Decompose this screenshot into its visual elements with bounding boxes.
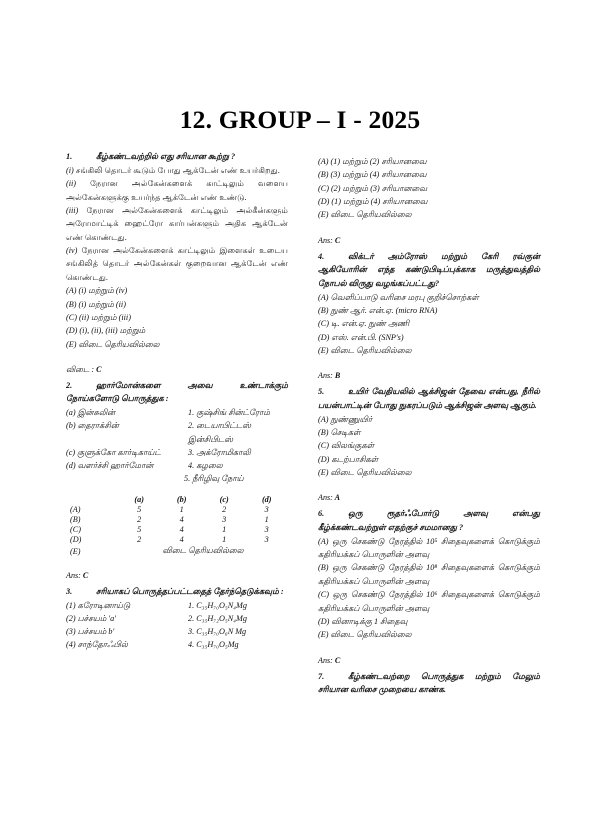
question-4 bbox=[318, 250, 540, 384]
grid-row[interactable] bbox=[66, 545, 288, 557]
statement-text: நேரான அல்கேன்களைக் காட்டிலும் அல்கீன்களும் அரோமாட்டிக் ஹைட்ரோ கார்பன்களும் அதிக ஆக்டேன் எண் கொண்டது. bbox=[66, 206, 288, 242]
grid-cell: 2 bbox=[137, 535, 142, 545]
question-1-prompt: கீழ்கண்டவற்றில் எது சரியான கூற்று ? bbox=[96, 152, 236, 161]
match-pair bbox=[66, 625, 288, 638]
grid-row[interactable] bbox=[66, 535, 288, 545]
grid-cell: 4 bbox=[179, 535, 184, 545]
grid-cell: 1 bbox=[264, 515, 269, 524]
grid-cell: 5 bbox=[137, 525, 142, 535]
question-3-option[interactable]: (E) விடை தெரியவில்லை bbox=[318, 210, 412, 220]
question-6-option[interactable]: (A) ஒரு செகண்டு நேரத்தில் 10⁵ சிதைவுகளைக் கொடுக்கும் கதிரியக்கப் பொருளின் அளவு bbox=[318, 536, 540, 560]
right-column bbox=[318, 150, 540, 697]
answer-label: Ans: bbox=[318, 371, 333, 381]
question-3-prompt: சரியாகப் பொருத்தப்பட்டதைத் தேர்ந்தெடுக்கவும் : bbox=[96, 587, 284, 597]
answer-value: C bbox=[334, 655, 341, 665]
answer-value: C bbox=[82, 571, 89, 581]
statement-text: நேரான அல்கேன்களைக் காட்டிலும் வளைய அல்கேன்களுக்கு உயர்ந்த ஆக்டேன் எண் உண்டு. bbox=[66, 179, 289, 202]
grid-cell: 1 bbox=[222, 525, 227, 535]
grid-cell: 1 bbox=[179, 504, 184, 514]
answer-label: Ans: bbox=[318, 235, 333, 245]
match-right-formula: 2. C₃₅H₇₂O₅N₄Mg bbox=[188, 614, 247, 624]
question-2 bbox=[66, 379, 288, 583]
answer-label: Ans: bbox=[66, 571, 81, 581]
question-5-prompt: உயிர் வேதியலில் ஆக்சிஜன் தேவை என்பது, நீரில் பயன்பாட்டின் போது நுகரப்படும் ஆக்சிஜன் அளவு ஆகும். bbox=[318, 387, 540, 410]
question-5 bbox=[318, 385, 540, 505]
match-right-item: 3. அக்ரோமிகாலி bbox=[188, 447, 251, 457]
question-1-option[interactable]: (B) (i) மற்றும் (ii) bbox=[66, 299, 126, 309]
question-1-answer bbox=[66, 364, 288, 377]
question-1-number: 1. bbox=[66, 152, 73, 161]
question-5-answer bbox=[318, 492, 540, 505]
grid-header-cell: (d) bbox=[261, 494, 272, 504]
question-6-option[interactable]: (B) ஒரு செகண்டு நேரத்தில் 10⁸ சிதைவுகளைக் கொடுக்கும் கதிரியக்கப் பொருளின் அளவு bbox=[318, 563, 540, 586]
question-1 bbox=[66, 150, 288, 377]
grid-row[interactable] bbox=[66, 514, 288, 524]
match-left-item: (b) தைராக்சின் bbox=[66, 421, 119, 431]
question-6-answer bbox=[318, 655, 540, 668]
question-4-answer bbox=[318, 370, 540, 383]
match-pair bbox=[66, 419, 288, 445]
match-left-item: (d) வளர்ச்சி ஹார்மோன் bbox=[66, 460, 154, 470]
match-left-item: (c) குளுக்கோ கார்டிகாய்ட் bbox=[66, 447, 161, 457]
question-5-option[interactable]: (A) நுண்ணுயிர் bbox=[318, 414, 373, 424]
grid-row-label: (C) bbox=[70, 525, 81, 535]
question-2-prompt: ஹார்மோன்களை அவை உண்டாக்கும் நோய்களோடு பொருத்துக : bbox=[66, 380, 288, 404]
grid-cell: 3 bbox=[264, 535, 269, 545]
question-6 bbox=[318, 507, 540, 667]
grid-row[interactable] bbox=[66, 525, 288, 535]
grid-row-label: (A) bbox=[70, 504, 81, 514]
question-2-answer-grid bbox=[66, 494, 288, 557]
answer-label: விடை : bbox=[66, 364, 95, 374]
question-7-number: 7. bbox=[318, 671, 325, 681]
question-3-number: 3. bbox=[66, 587, 73, 597]
question-3-option[interactable]: (C) (2) மற்றும் (3) சரியானவை bbox=[318, 183, 428, 193]
answer-label: Ans: bbox=[318, 493, 333, 503]
grid-cell: 2 bbox=[222, 504, 227, 514]
question-5-number: 5. bbox=[318, 387, 325, 397]
question-2-heading bbox=[66, 379, 288, 406]
question-3-option[interactable]: (A) (1) மற்றும் (2) சரியானவை bbox=[318, 157, 427, 166]
page-title: 12. GROUP – I - 2025 bbox=[179, 105, 421, 134]
statement-text: நேரான அல்கேன்களைக் காட்டிலும் இளைகள் உடைய சங்கிலித் தொடர் அல்கேன்கள் குறைவான ஆக்டேன் எண் கொண்டது. bbox=[66, 246, 289, 282]
grid-header-cell: (a) bbox=[134, 494, 144, 504]
match-pair bbox=[66, 599, 288, 612]
statement-text: சங்கிலி தொடர் கூடும் போது ஆக்டேன் எண் உயர்கிறது. bbox=[75, 165, 280, 175]
question-1-option[interactable]: (E) விடை தெரியவில்லை bbox=[66, 339, 160, 349]
answer-value: C bbox=[96, 364, 102, 374]
question-6-prompt: ஒரு ரூதர்ஃபோர்டு அளவு என்பது கீழ்க்கண்டவற்றுள் எதற்குச் சமமானது ? bbox=[318, 509, 540, 532]
match-right-item: 4. கழலை bbox=[188, 460, 223, 470]
left-column bbox=[66, 150, 288, 697]
grid-header-cell: (b) bbox=[176, 494, 187, 504]
grid-cell: 3 bbox=[222, 515, 227, 524]
question-6-option[interactable]: (E) விடை தெரியவில்லை bbox=[318, 630, 412, 640]
grid-row-label: (D) bbox=[70, 535, 82, 545]
match-left-item: (4) சாந்தோஃபில் bbox=[66, 640, 128, 650]
question-4-option[interactable]: (C) டி. என்.ஏ. நுண் அணி bbox=[318, 319, 410, 329]
answer-label: Ans: bbox=[318, 655, 333, 665]
match-right-item: 1. குஷ்சிங் சின்ட்ரோம் bbox=[188, 408, 270, 418]
question-1-statement bbox=[66, 177, 288, 204]
question-4-option[interactable]: (A) வெளிப்பாடு வரிசை மரபு குறிச்சொற்கள் bbox=[318, 292, 479, 302]
match-pair bbox=[66, 406, 288, 419]
answer-value: B bbox=[334, 371, 341, 381]
grid-cell: 4 bbox=[179, 525, 184, 535]
question-7-heading bbox=[318, 670, 540, 697]
question-3-options bbox=[318, 155, 540, 248]
question-3-heading bbox=[66, 585, 288, 598]
match-right-formula: 1. C₃₅H₇₀O₅N₄Mg bbox=[188, 601, 247, 611]
grid-cell: 4 bbox=[179, 515, 184, 524]
two-column-body bbox=[0, 150, 600, 697]
question-1-statement bbox=[66, 164, 288, 177]
question-3-answer bbox=[318, 235, 540, 248]
statement-marker: (iv) bbox=[66, 246, 78, 256]
question-7 bbox=[318, 670, 540, 697]
grid-row[interactable] bbox=[66, 504, 288, 514]
statement-marker: (ii) bbox=[66, 179, 77, 189]
question-1-option[interactable]: (C) (ii) மற்றும் (iii) bbox=[66, 312, 131, 322]
question-1-option[interactable]: (A) (i) மற்றும் (iv) bbox=[66, 286, 128, 296]
grid-header-cell bbox=[66, 494, 118, 504]
grid-header-cell: (c) bbox=[219, 494, 229, 504]
question-6-option[interactable]: (D) வினாடிக்கு 1 சிதைவு bbox=[318, 616, 408, 626]
grid-row-label: (B) bbox=[70, 515, 81, 524]
grid-cell: 3 bbox=[264, 525, 269, 535]
answer-value: A bbox=[334, 493, 340, 503]
question-4-number: 4. bbox=[318, 251, 325, 261]
match-left-item: (1) கரோடினாய்டு bbox=[66, 601, 131, 611]
question-6-number: 6. bbox=[318, 509, 325, 519]
grid-row-label: (E) bbox=[70, 546, 81, 556]
question-6-heading bbox=[318, 507, 540, 534]
match-pair bbox=[66, 446, 288, 459]
answer-value: C bbox=[334, 235, 341, 245]
match-right-formula: 4. C₃₅H₇₀O₅Mg bbox=[188, 640, 239, 650]
question-2-answer bbox=[66, 570, 288, 583]
question-4-prompt: விக்டர் அம்ரோஸ் மற்றும் கேரி ரவ்குன் ஆகியோரின் எந்த கண்டுபிடிப்புக்காக மருத்துவத்தில் நோபல் விருது வழங்கப்பட்டது? bbox=[318, 251, 540, 288]
grid-header-row bbox=[66, 494, 288, 504]
question-5-option[interactable]: (D) கடற்பாசிகள் bbox=[318, 454, 379, 464]
grid-cell: 1 bbox=[222, 535, 227, 545]
question-4-heading bbox=[318, 250, 540, 290]
question-5-heading bbox=[318, 385, 540, 412]
match-right-formula: 3. C₃₅H₇₀O₆N Mg bbox=[188, 627, 247, 637]
match-left-item: (2) பச்சயம் 'a' bbox=[66, 614, 117, 624]
match-left-item: (a) இன்சுலின் bbox=[66, 408, 116, 418]
question-3 bbox=[66, 585, 288, 651]
question-1-statement bbox=[66, 244, 288, 284]
statement-marker: (iii) bbox=[66, 206, 79, 216]
statement-marker: (i) bbox=[66, 165, 74, 175]
question-7-prompt: கீழ்கண்டவற்றை பொருத்துக மற்றும் மேலும் சரியான வரிசை முறையை காண்க. bbox=[318, 671, 540, 695]
question-1-statement bbox=[66, 204, 288, 244]
match-pair bbox=[66, 459, 288, 472]
grid-cell: 5 bbox=[137, 504, 142, 514]
question-5-option[interactable]: (B) செடிகள் bbox=[318, 428, 361, 438]
question-4-option[interactable]: (E) விடை தெரியவில்லை bbox=[318, 345, 412, 355]
question-6-option[interactable]: (C) ஒரு செகண்டு நேரத்தில் 10⁶ சிதைவுகளைக் கொடுக்கும் கதிரியக்கப் பொருளின் அளவு bbox=[318, 590, 540, 613]
match-left-item: (3) பச்சயம் b' bbox=[66, 627, 115, 637]
match-right-item: 2. டையாபிட்டஸ் இன்சிபிடஸ் bbox=[188, 421, 252, 444]
grid-cell: 3 bbox=[264, 504, 269, 514]
question-5-option[interactable]: (C) விலங்குகள் bbox=[318, 441, 375, 451]
match-pair bbox=[66, 612, 288, 625]
question-3-option[interactable]: (B) (3) மற்றும் (4) சரியானவை bbox=[318, 170, 427, 180]
question-4-option[interactable]: (B) நுண் ஆர். என்.ஏ. (micro RNA) bbox=[318, 305, 438, 315]
question-3-option[interactable]: (D) (1) மற்றும் (4) சரியானவை bbox=[318, 197, 428, 207]
question-1-option[interactable]: (D) (i), (ii), (iii) மற்றும் bbox=[66, 326, 146, 336]
match-pair bbox=[66, 638, 288, 651]
grid-cell: 2 bbox=[137, 515, 142, 524]
grid-cell: விடை தெரியவில்லை bbox=[162, 545, 244, 555]
question-4-option[interactable]: (D) எஸ். என்.பி. (SNP's) bbox=[318, 332, 404, 342]
question-2-number: 2. bbox=[66, 380, 73, 390]
question-1-heading bbox=[66, 150, 288, 163]
match-right-item: 5. நீரிழிவு நோய் bbox=[184, 473, 244, 483]
question-5-option[interactable]: (E) விடை தெரியவில்லை bbox=[318, 468, 412, 478]
